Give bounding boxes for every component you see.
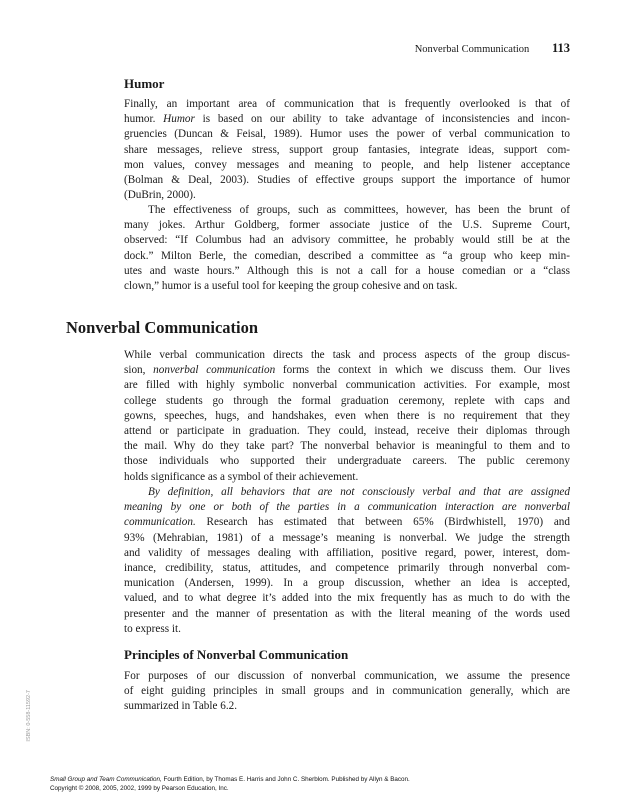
text-run: utes and waste hours.” Although this is not a call for a house comedian or a “class <box>124 264 570 277</box>
text-run: gruencies (Duncan & Feisal, 1989). Humor uses the power of verbal communication to <box>124 128 570 141</box>
text-run: of eight guiding principles in small groups and in communication generally, which are <box>124 685 570 698</box>
text-line <box>124 203 570 218</box>
principles-heading: Principles of Nonverbal Communication <box>124 647 349 662</box>
text-line <box>124 409 570 424</box>
text-run: attend or participate in graduation. They could, instead, receive their diplomas through <box>124 425 570 438</box>
text-run: share messages, relieve stress, support group fantasies, integrate ideas, support com- <box>124 143 570 156</box>
text-line <box>124 112 570 127</box>
copyright-footer <box>50 776 570 793</box>
running-header <box>300 40 570 56</box>
text-run: Research has estimated that between 65% (Birdwhistell, 1970) and <box>195 516 570 529</box>
text-line <box>124 470 570 485</box>
nonverbal-paragraph-2 <box>124 485 570 637</box>
text-run: many jokes. Arthur Goldberg, former associate justice of the U.S. Supreme Court, <box>124 219 570 232</box>
text-run: clown,” humor is a useful tool for keeping the group cohesive and on task. <box>124 280 458 293</box>
text-run: to express it. <box>124 622 181 635</box>
text-run: munication (Andersen, 1999). In a group discussion, whether an idea is accepted, <box>124 577 570 590</box>
text-line <box>124 485 570 500</box>
emphasis-text: communication. <box>124 516 196 529</box>
text-run: humor. <box>124 113 164 126</box>
text-run: holds significance as a symbol of their achievement. <box>124 470 359 483</box>
text-run: While verbal communication directs the task and process aspects of the group discus- <box>124 349 570 361</box>
text-run: college students go through the formal graduation ceremony, replete with caps and <box>124 394 570 407</box>
text-line <box>124 684 570 699</box>
text-line <box>124 378 570 393</box>
text-line <box>124 218 570 233</box>
nonverbal-heading: Nonverbal Communication <box>66 318 259 337</box>
text-line <box>124 363 570 378</box>
page-number: 113 <box>551 41 570 55</box>
text-line <box>124 439 570 454</box>
text-run: forms the context in which we discuss them. Our lives <box>275 364 570 377</box>
text-line <box>124 158 570 173</box>
text-line <box>124 561 570 576</box>
text-line <box>124 173 570 188</box>
humor-heading: Humor <box>124 76 165 91</box>
emphasis-text: Humor <box>163 113 195 126</box>
text-run: For purposes of our discussion of nonverbal communication, we assume the presence <box>124 670 570 682</box>
text-run: (DuBrin, 2000). <box>124 189 196 202</box>
text-run: is based on our ability to take advantage of inconsistencies and incon- <box>194 113 571 126</box>
emphasis-text: meaning by one or both of the parties in a communication interaction are nonverbal <box>124 501 570 514</box>
text-run: sion, <box>124 364 154 377</box>
text-run: and validity of messages dealing with affiliation, positive regard, power, interest, dom- <box>124 546 570 559</box>
text-run: inance, credibility, status, attitudes, and competence primarily through nonverbal com- <box>124 562 570 575</box>
text-line <box>124 233 570 248</box>
footer-book-title: Small Group and Team Communication, <box>50 776 162 783</box>
text-line <box>124 546 570 561</box>
footer-copyright: Copyright © 2008, 2005, 2002, 1999 by Pearson Education, Inc. <box>50 784 229 792</box>
nonverbal-paragraph-1 <box>124 348 570 485</box>
footer-publication-info: Fourth Edition, by Thomas E. Harris and John C. Sherblom. Published by Allyn & Bacon. <box>161 776 410 783</box>
text-run: Finally, an important area of communication that is frequently overlooked is that of <box>124 98 570 110</box>
text-line <box>124 97 570 112</box>
text-line <box>124 607 570 622</box>
text-line <box>124 279 570 294</box>
text-run: mon values, convey messages and meaning to people, and help listener acceptance <box>124 158 570 171</box>
text-run: are filled with highly symbolic nonverbal communication activities. For example, most <box>124 379 570 392</box>
text-run: those individuals who supported their undergraduate careers. The public ceremony <box>124 455 570 468</box>
humor-paragraph-1 <box>124 97 570 203</box>
text-line <box>124 500 570 515</box>
text-run: 93% (Mehrabian, 1981) of a message’s meaning is nonverbal. We judge the strength <box>124 531 570 544</box>
text-line <box>124 424 570 439</box>
emphasis-text: nonverbal communication <box>153 364 276 377</box>
isbn-watermark: ISBN: 0-558-11592-7 <box>26 690 32 742</box>
text-line <box>124 127 570 142</box>
text-line <box>124 515 570 530</box>
running-title: Nonverbal Communication <box>414 44 530 55</box>
text-line <box>124 576 570 591</box>
text-line <box>124 264 570 279</box>
text-line <box>124 394 570 409</box>
humor-paragraph-2 <box>124 203 570 294</box>
text-line <box>124 699 570 714</box>
text-run: observed: “If Columbus had an advisory committee, he probably would still be at the <box>124 234 570 247</box>
text-line <box>124 669 570 684</box>
text-run: valued, and to what degree it’s added into the mix frequently has as much to do with the <box>124 592 570 605</box>
emphasis-text: By definition, all behaviors that are not consciously verbal and that are assigned <box>148 486 570 498</box>
text-run: presenter and the manner of presentation as with the literal meaning of the words used <box>124 607 570 620</box>
text-run: The effectiveness of groups, such as committees, however, has been the brunt of <box>148 204 570 216</box>
text-line <box>124 454 570 469</box>
text-run: (Bolman & Deal, 2003). Studies of effective groups support the importance of humor <box>124 174 570 187</box>
text-run: gowns, speeches, hugs, and handshakes, even when there is no requirement that they <box>124 409 570 422</box>
text-line <box>124 622 570 637</box>
text-line <box>124 143 570 158</box>
text-line <box>124 249 570 264</box>
text-run: the mail. Why do they take part? The nonverbal behavior is meaningful to them and to <box>124 440 570 453</box>
text-line <box>124 591 570 606</box>
text-run: dock.” Milton Berle, the comedian, described a committee as “a group who keep min- <box>124 249 570 262</box>
text-line <box>124 348 570 363</box>
text-line <box>124 188 570 203</box>
text-run: summarized in Table 6.2. <box>124 700 238 713</box>
text-line <box>124 531 570 546</box>
principles-paragraph-1 <box>124 669 570 715</box>
